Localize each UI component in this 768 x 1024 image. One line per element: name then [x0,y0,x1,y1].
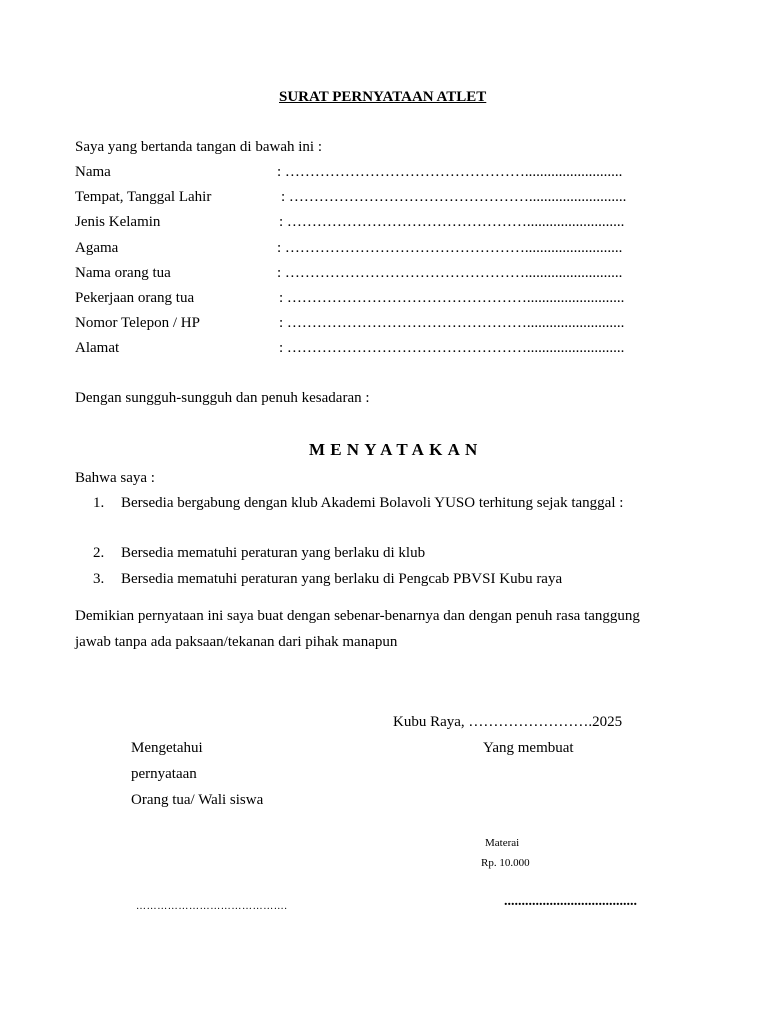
closing-paragraph-line2: jawab tanpa ada paksaan/tekanan dari pihak manapun [75,634,398,650]
document-title: SURAT PERNYATAAN ATLET [279,89,487,105]
stamp-amount: Rp. 10.000 [481,857,530,869]
left-signature-line: ……………………………………. [136,901,288,912]
field-value-agama: : ………………………………………….......................... [277,240,623,256]
right-signature-line: ...................................... [504,894,637,909]
left-sign-line3: Orang tua/ Wali siswa [131,792,264,808]
list-item-number: 1. [93,495,105,511]
field-label-alamat: Alamat [75,340,120,356]
field-label-jenis-kelamin: Jenis Kelamin [75,214,161,230]
closing-paragraph-line1: Demikian pernyataan ini saya buat dengan sebenar-benarnya dan dengan penuh rasa tanggung [75,608,640,624]
field-value-nama-orang-tua: : ………………………………………….......................... [277,265,623,281]
declaration-intro: Dengan sungguh-sungguh dan penuh kesadaran : [75,390,370,406]
declaration-heading: MENYATAKAN [309,440,483,459]
field-value-jenis-kelamin: : ………………………………………….......................... [279,214,625,230]
bahwa-text: Bahwa saya : [75,470,155,486]
field-label-nama: Nama [75,164,111,180]
field-label-ttl: Tempat, Tanggal Lahir [75,189,212,205]
list-item-text: Bersedia mematuhi peraturan yang berlaku di Pengcab PBVSI Kubu raya [121,571,563,587]
intro-text: Saya yang bertanda tangan di bawah ini : [75,139,323,155]
place-date: Kubu Raya, …………………….2025 [393,714,623,730]
list-item-text: Bersedia mematuhi peraturan yang berlaku di klub [121,545,426,561]
stamp-label: Materai [485,837,520,849]
field-label-nomor-telepon: Nomor Telepon / HP [75,315,200,331]
field-value-pekerjaan-orang-tua: : ………………………………………….......................... [279,290,625,306]
field-label-nama-orang-tua: Nama orang tua [75,265,171,281]
left-sign-line1: Mengetahui [131,740,203,756]
list-item-text: Bersedia bergabung dengan klub Akademi Bolavoli YUSO terhitung sejak tanggal : [121,495,624,511]
field-value-nama: : ………………………………………….......................... [277,164,623,180]
list-item-number: 3. [93,571,105,587]
field-label-pekerjaan-orang-tua: Pekerjaan orang tua [75,290,195,306]
field-value-alamat: : ………………………………………….......................... [279,340,625,356]
right-sign-label: Yang membuat [483,740,574,756]
left-sign-line2: pernyataan [131,766,197,782]
field-value-nomor-telepon: : ………………………………………….......................... [279,315,625,331]
field-value-ttl: : ………………………………………….......................... [281,189,627,205]
list-item-number: 2. [93,545,105,561]
field-label-agama: Agama [75,240,119,256]
